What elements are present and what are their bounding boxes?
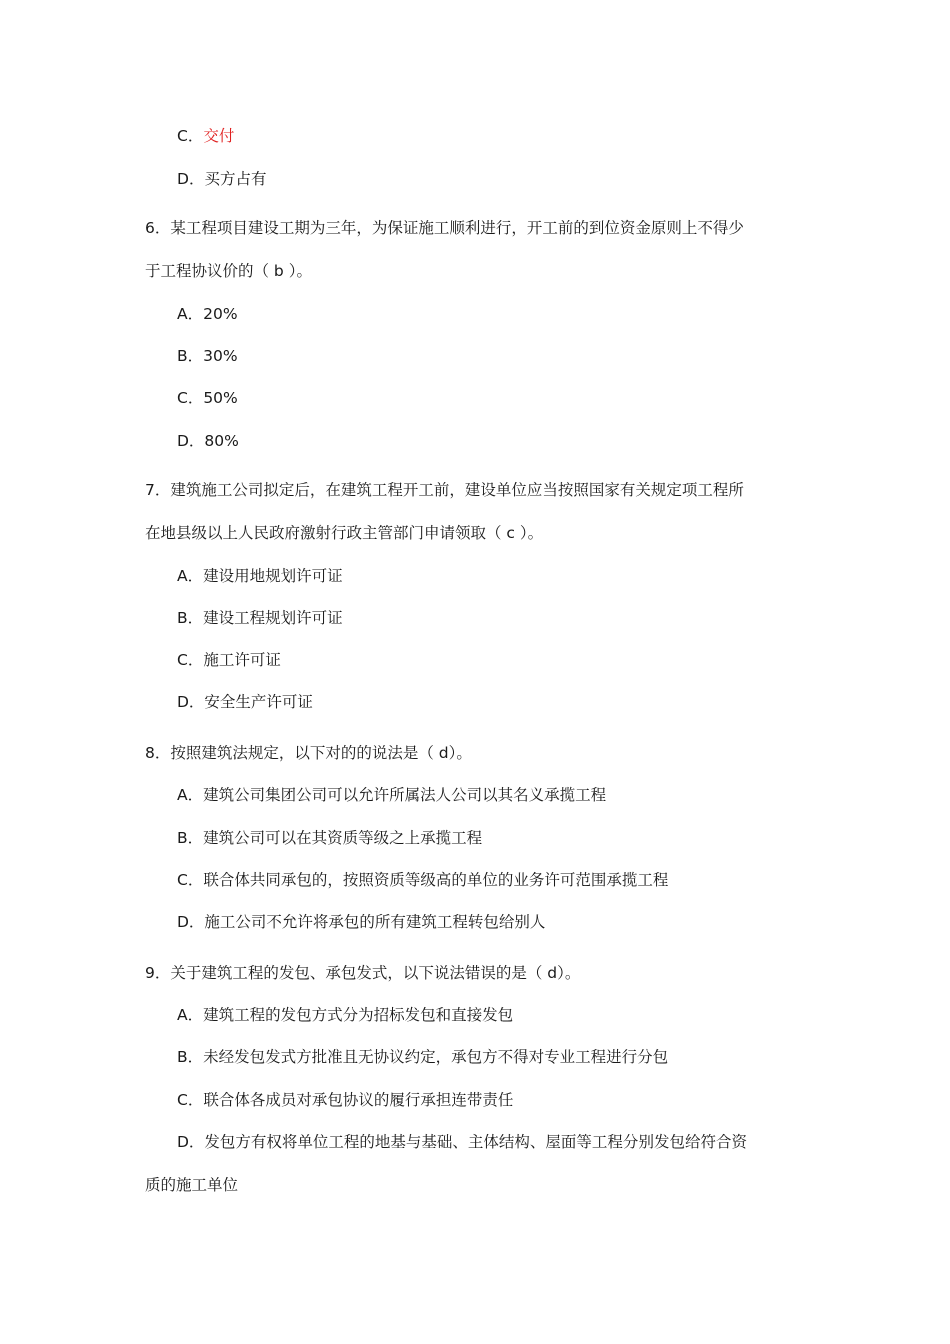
- question-7-option-b: B．建设工程规划许可证: [177, 609, 343, 627]
- question-7-option-d: D．安全生产许可证: [177, 693, 313, 711]
- option-separator: ．: [187, 127, 204, 145]
- question-6-line-1: 6．某工程项目建设工期为三年，为保证施工顺利进行，开工前的到位资金原则上不得少: [145, 219, 744, 237]
- question-8-option-d: D．施工公司不允许将承包的所有建筑工程转包给别人: [177, 913, 546, 931]
- option-text: 买方占有: [204, 170, 267, 188]
- question-7-line-2: 在地县级以上人民政府激射行政主管部门申请领取（ c ）。: [145, 524, 544, 542]
- option-separator: ．: [188, 170, 205, 188]
- option-letter: D: [177, 170, 189, 188]
- question-8-option-a: A．建筑公司集团公司可以允许所属法人公司以其名义承揽工程: [177, 786, 607, 804]
- question-9-option-d-line-2: 质的施工单位: [145, 1176, 239, 1194]
- question-6-option-b: B．30%: [177, 347, 238, 365]
- option-letter: C: [177, 127, 188, 145]
- question-6-option-d: D．80%: [177, 432, 239, 450]
- option-text-highlighted: 交付: [203, 127, 235, 145]
- question-6-option-a: A．20%: [177, 305, 238, 323]
- question-8-option-b: B．建筑公司可以在其资质等级之上承揽工程: [177, 829, 483, 847]
- question-9-line-1: 9．关于建筑工程的发包、承包发式，以下说法错误的是（ d）。: [145, 964, 581, 982]
- question-7-option-c: C．施工许可证: [177, 651, 281, 669]
- question-7-option-a: A．建设用地规划许可证: [177, 567, 343, 585]
- question-6-line-2: 于工程协议价的（ b ）。: [145, 262, 312, 280]
- question-6-option-c: C．50%: [177, 389, 238, 407]
- question-9-option-a: A．建筑工程的发包方式分为招标发包和直接发包: [177, 1006, 514, 1024]
- option-d-prev: [177, 168, 266, 190]
- question-8-line-1: 8．按照建筑法规定，以下对的的说法是（ d）。: [145, 744, 472, 762]
- option-c-prev: [177, 125, 234, 147]
- question-9-option-b: B．未经发包发式方批准且无协议约定，承包方不得对专业工程进行分包: [177, 1048, 669, 1066]
- question-9-option-c: C．联合体各成员对承包协议的履行承担连带责任: [177, 1091, 514, 1109]
- question-8-option-c: C．联合体共同承包的，按照资质等级高的单位的业务许可范围承揽工程: [177, 871, 669, 889]
- question-7-line-1: 7．建筑施工公司拟定后，在建筑工程开工前，建设单位应当按照国家有关规定项工程所: [145, 481, 744, 499]
- question-9-option-d-line-1: D．发包方有权将单位工程的地基与基础、主体结构、屋面等工程分别发包给符合资: [177, 1133, 747, 1151]
